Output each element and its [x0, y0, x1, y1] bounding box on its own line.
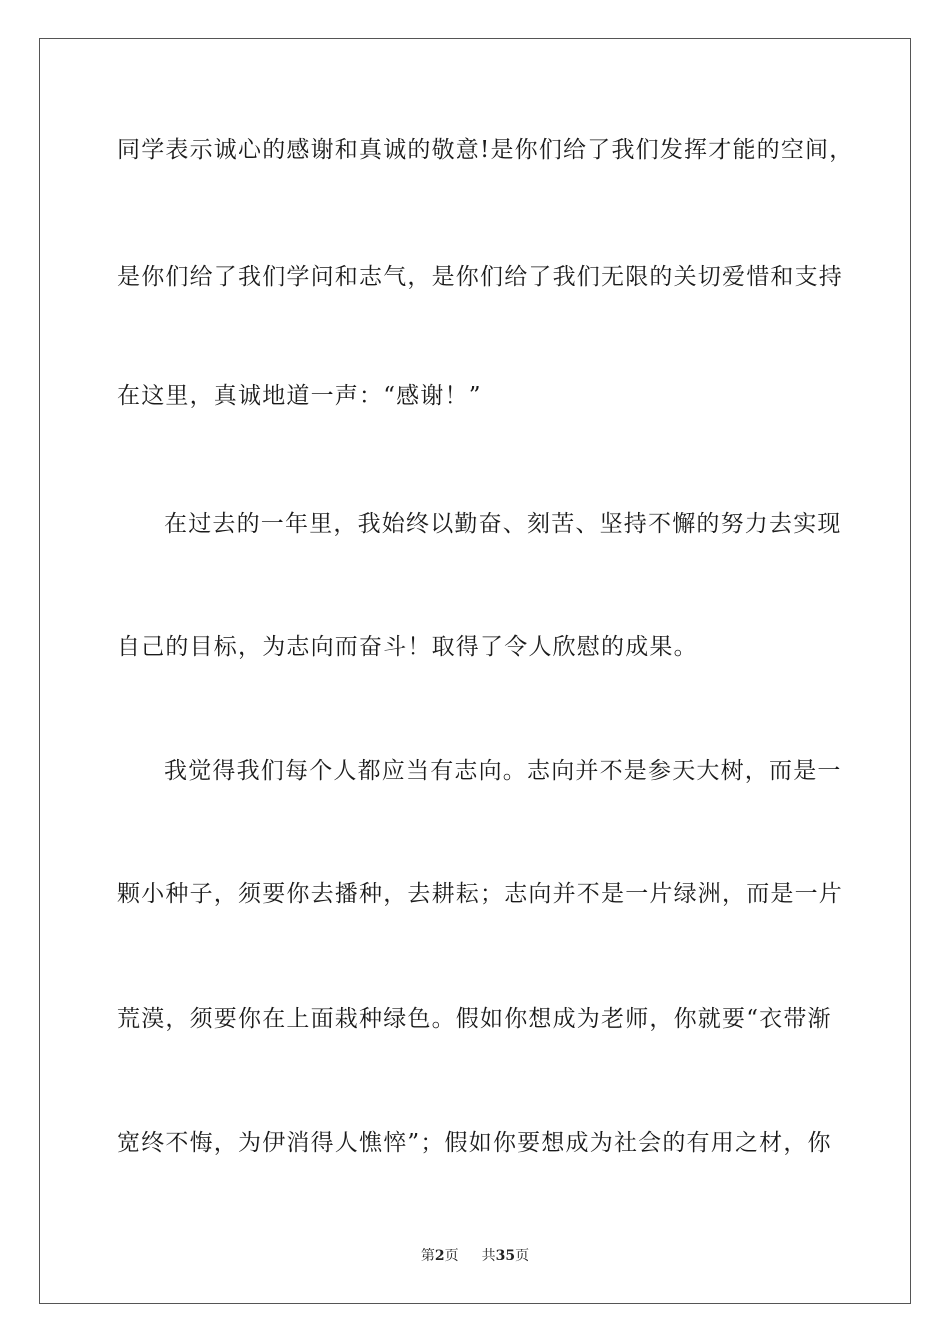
text-line: 同学表示诚心的感谢和真诚的敬意!是你们给了我们发挥才能的空间，	[117, 137, 854, 163]
footer-total-prefix: 共	[481, 1248, 496, 1264]
paragraph-first-line: 我觉得我们每个人都应当有志向。志向并不是参天大树，而是一	[164, 758, 842, 784]
text-line: 自己的目标，为志向而奋斗！取得了令人欣慰的成果。	[117, 634, 698, 660]
footer-page-suffix: 页	[444, 1248, 459, 1264]
text-line: 在这里，真诚地道一声：“感谢！”	[117, 383, 482, 409]
text-line: 荒漠，须要你在上面栽种绿色。假如你想成为老师，你就要“衣带渐	[117, 1006, 832, 1032]
footer-total-number: 35	[495, 1248, 516, 1264]
paragraph-first-line: 在过去的一年里，我始终以勤奋、刻苦、坚持不懈的努力去实现	[164, 511, 842, 537]
text-line: 是你们给了我们学问和志气，是你们给了我们无限的关切爱惜和支持	[117, 264, 843, 290]
page-footer	[0, 1247, 950, 1265]
footer-total-suffix: 页	[515, 1248, 530, 1264]
page-border	[39, 38, 911, 1304]
footer-page-prefix: 第	[420, 1248, 435, 1264]
text-line: 颗小种子，须要你去播种，去耕耘；志向并不是一片绿洲，而是一片	[117, 881, 843, 907]
footer-page-number: 2	[434, 1248, 445, 1264]
text-line: 宽终不悔，为伊消得人憔悴”；假如你要想成为社会的有用之材，你	[117, 1130, 832, 1156]
